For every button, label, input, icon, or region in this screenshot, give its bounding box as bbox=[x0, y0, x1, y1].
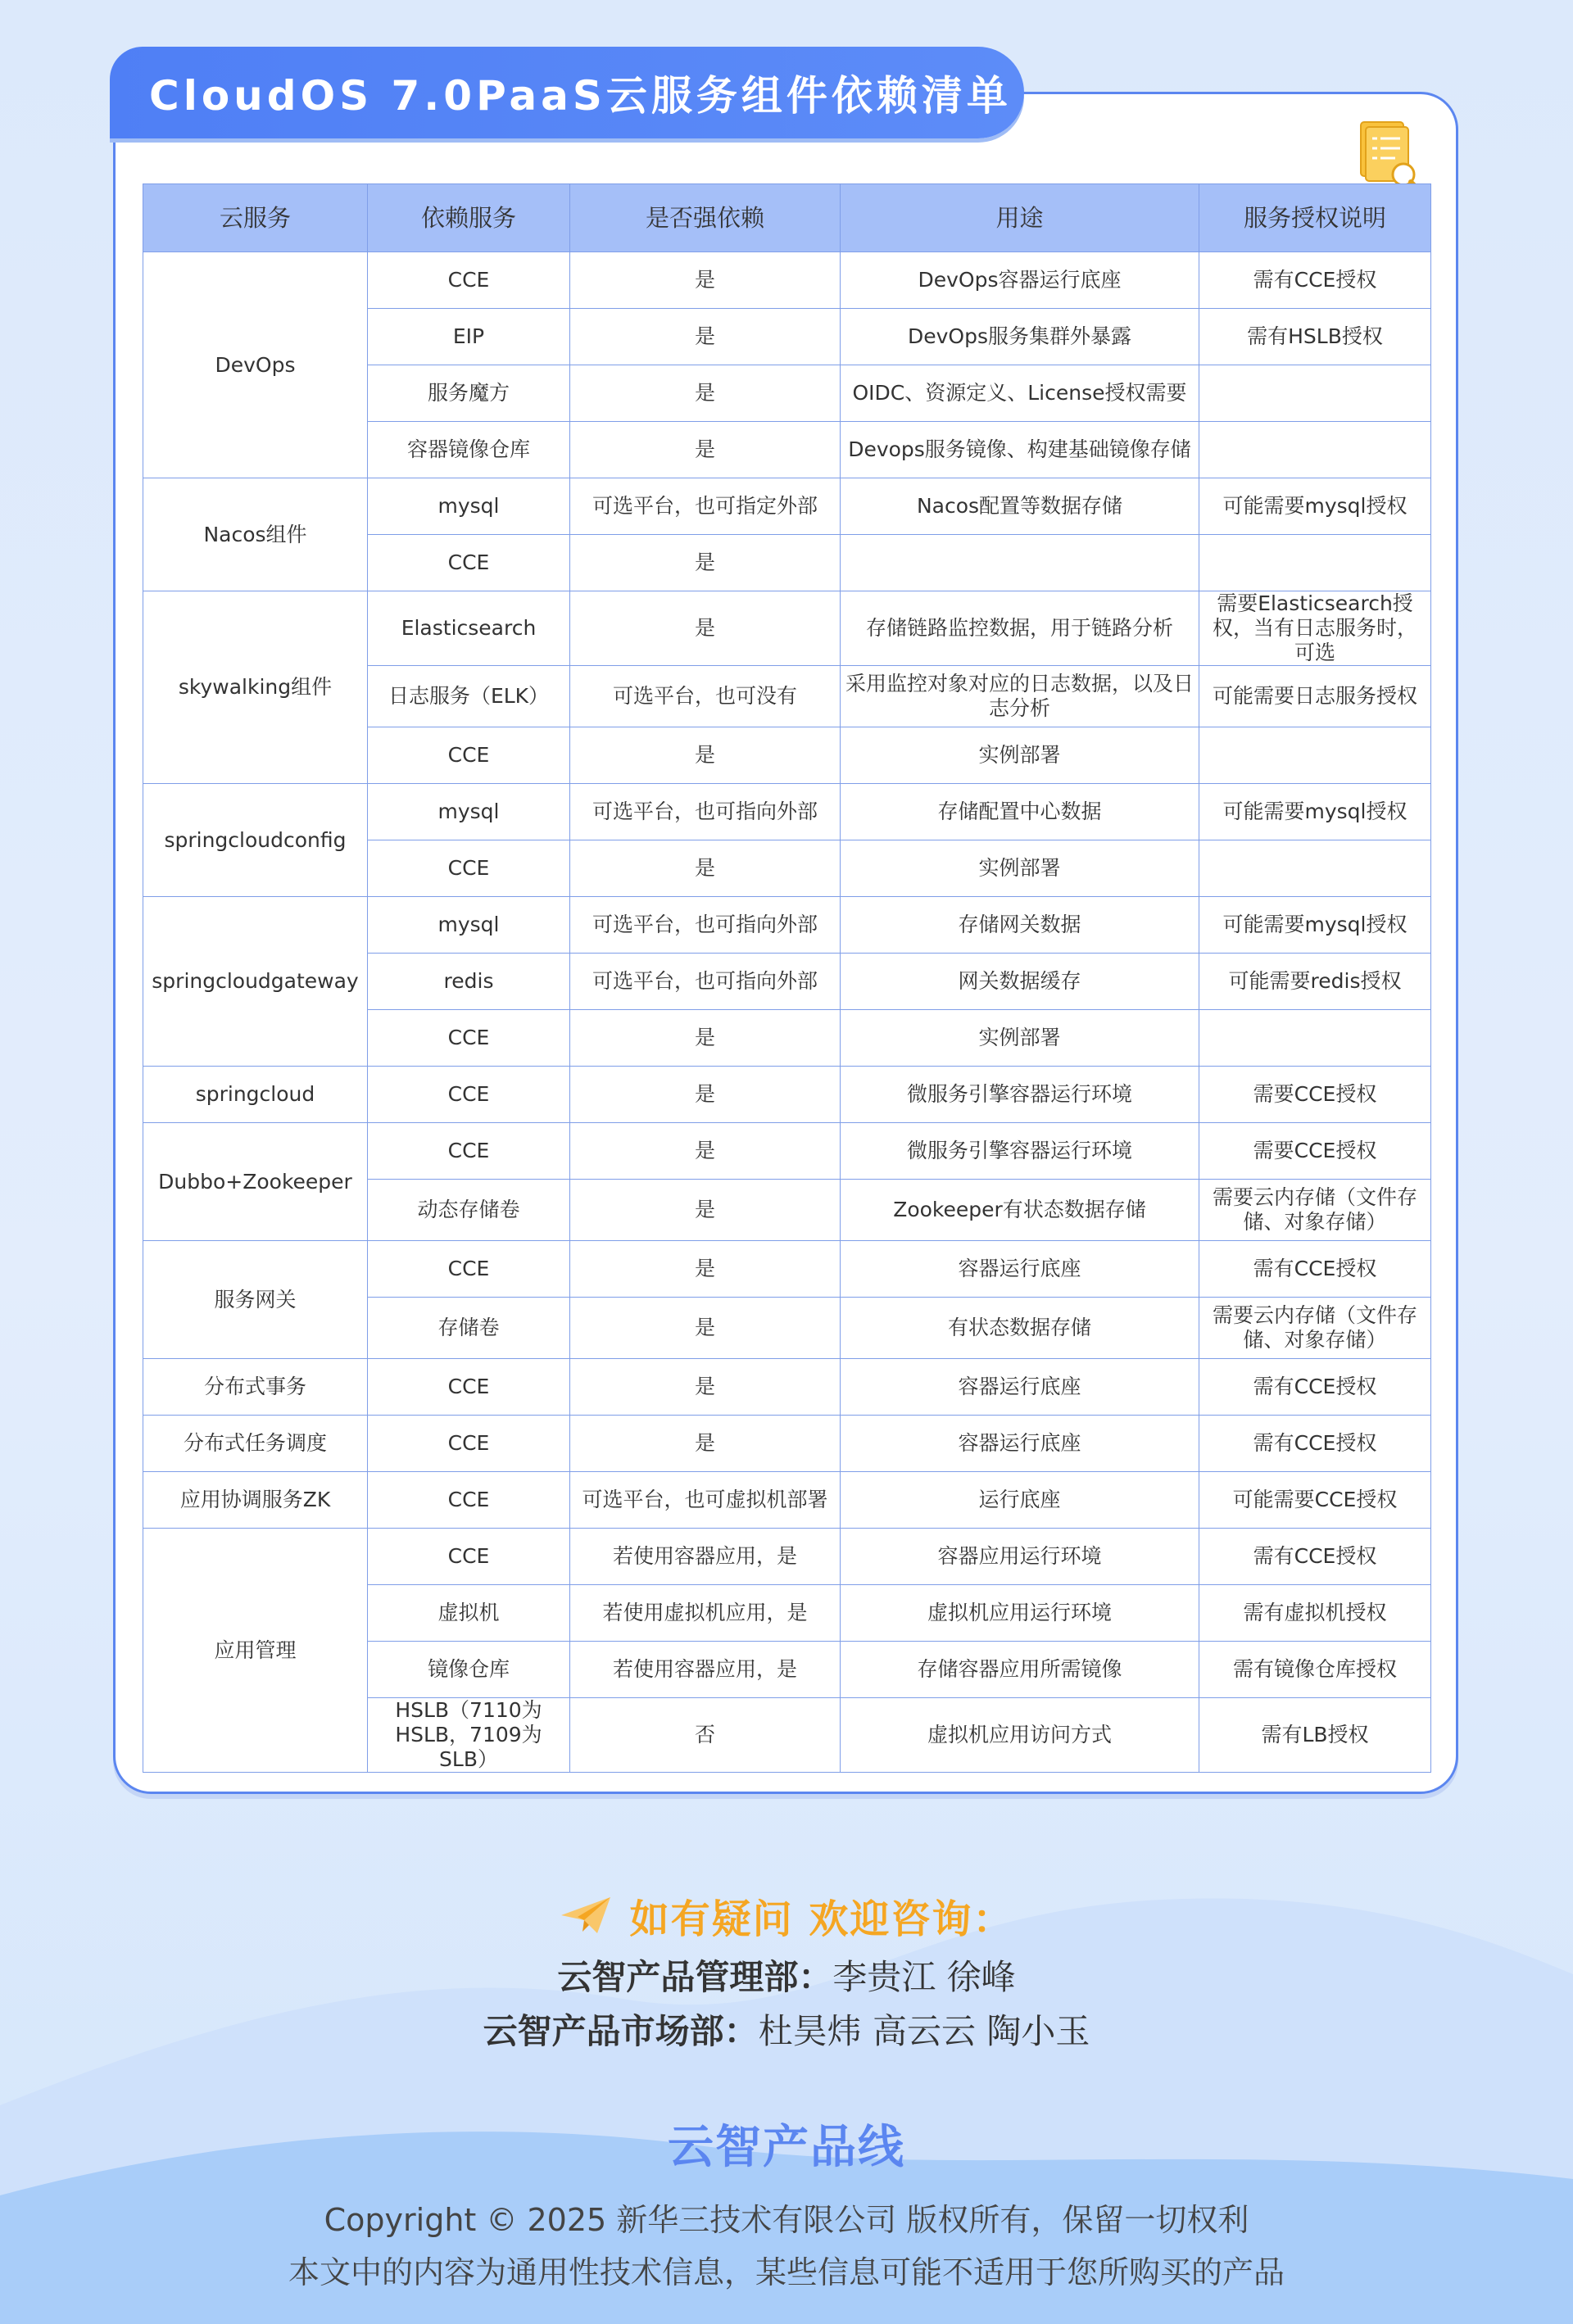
brand-name: 云智产品线 bbox=[668, 2121, 905, 2174]
purpose-cell: 微服务引擎容器运行环境 bbox=[841, 1123, 1199, 1180]
dependency-cell: CCE bbox=[368, 535, 570, 591]
dept-label: 云智产品市场部： bbox=[483, 2011, 759, 2051]
cloud-service-cell: Nacos组件 bbox=[143, 478, 368, 591]
strong-dependency-cell: 是 bbox=[570, 1123, 841, 1180]
table-row bbox=[143, 1472, 1431, 1529]
dependency-cell: CCE bbox=[368, 727, 570, 784]
purpose-cell: DevOps服务集群外暴露 bbox=[841, 309, 1199, 365]
auth-note-cell bbox=[1199, 422, 1431, 478]
dependency-cell: mysql bbox=[368, 897, 570, 954]
purpose-cell: 运行底座 bbox=[841, 1472, 1199, 1529]
dependency-cell: CCE bbox=[368, 1123, 570, 1180]
table-row bbox=[143, 784, 1431, 840]
cloud-service-cell: 服务网关 bbox=[143, 1241, 368, 1359]
purpose-cell: DevOps容器运行底座 bbox=[841, 252, 1199, 309]
cloud-service-cell: 分布式事务 bbox=[143, 1359, 368, 1416]
dependency-cell: CCE bbox=[368, 840, 570, 897]
dependency-cell: EIP bbox=[368, 309, 570, 365]
purpose-cell: 实例部署 bbox=[841, 1010, 1199, 1067]
dependency-cell: 镜像仓库 bbox=[368, 1642, 570, 1698]
auth-note-cell: 需有HSLB授权 bbox=[1199, 309, 1431, 365]
strong-dependency-cell: 若使用容器应用，是 bbox=[570, 1529, 841, 1585]
column-header: 用途 bbox=[841, 184, 1199, 252]
auth-note-cell: 需有CCE授权 bbox=[1199, 1529, 1431, 1585]
cloud-service-cell: springcloudconfig bbox=[143, 784, 368, 897]
strong-dependency-cell: 是 bbox=[570, 591, 841, 666]
copyright-text: Copyright © 2025 新华三技术有限公司 版权所有，保留一切权利 bbox=[324, 2202, 1249, 2238]
purpose-cell: 虚拟机应用访问方式 bbox=[841, 1698, 1199, 1773]
dependency-cell: CCE bbox=[368, 1241, 570, 1298]
purpose-cell: Zookeeper有状态数据存储 bbox=[841, 1180, 1199, 1241]
table-row bbox=[143, 591, 1431, 666]
dependency-cell: 存储卷 bbox=[368, 1298, 570, 1359]
dependency-cell: 容器镜像仓库 bbox=[368, 422, 570, 478]
dependency-cell: 服务魔方 bbox=[368, 365, 570, 422]
purpose-cell: 存储链路监控数据，用于链路分析 bbox=[841, 591, 1199, 666]
paper-plane-icon bbox=[560, 1896, 612, 1935]
strong-dependency-cell: 可选平台，也可没有 bbox=[570, 666, 841, 727]
auth-note-cell: 需有CCE授权 bbox=[1199, 252, 1431, 309]
purpose-cell: 存储容器应用所需镜像 bbox=[841, 1642, 1199, 1698]
dept-label: 云智产品管理部： bbox=[557, 1957, 833, 1997]
title-banner bbox=[110, 47, 1024, 138]
dependency-cell: CCE bbox=[368, 1472, 570, 1529]
purpose-cell: 网关数据缓存 bbox=[841, 954, 1199, 1010]
table-body bbox=[143, 252, 1431, 1773]
auth-note-cell: 可能需要mysql授权 bbox=[1199, 897, 1431, 954]
auth-note-cell bbox=[1199, 535, 1431, 591]
dependency-cell: CCE bbox=[368, 1010, 570, 1067]
table-row bbox=[143, 1123, 1431, 1180]
purpose-cell: Devops服务镜像、构建基础镜像存储 bbox=[841, 422, 1199, 478]
strong-dependency-cell: 可选平台，也可指向外部 bbox=[570, 954, 841, 1010]
auth-note-cell: 需有虚拟机授权 bbox=[1199, 1585, 1431, 1642]
contact-heading-text: 如有疑问 欢迎咨询： bbox=[629, 1896, 1014, 1942]
dependency-table bbox=[143, 183, 1431, 1773]
dependency-cell: mysql bbox=[368, 784, 570, 840]
auth-note-cell: 需要CCE授权 bbox=[1199, 1123, 1431, 1180]
auth-note-cell: 需有镜像仓库授权 bbox=[1199, 1642, 1431, 1698]
auth-note-cell bbox=[1199, 365, 1431, 422]
cloud-service-cell: springcloud bbox=[143, 1067, 368, 1123]
auth-note-cell: 可能需要redis授权 bbox=[1199, 954, 1431, 1010]
dependency-cell: mysql bbox=[368, 478, 570, 535]
column-header: 是否强依赖 bbox=[570, 184, 841, 252]
strong-dependency-cell: 是 bbox=[570, 1067, 841, 1123]
purpose-cell: 容器运行底座 bbox=[841, 1416, 1199, 1472]
strong-dependency-cell: 是 bbox=[570, 365, 841, 422]
strong-dependency-cell: 是 bbox=[570, 1241, 841, 1298]
column-header: 服务授权说明 bbox=[1199, 184, 1431, 252]
auth-note-cell: 需要CCE授权 bbox=[1199, 1067, 1431, 1123]
cloud-service-cell: Dubbo+Zookeeper bbox=[143, 1123, 368, 1241]
auth-note-cell bbox=[1199, 1010, 1431, 1067]
dependency-cell: redis bbox=[368, 954, 570, 1010]
strong-dependency-cell: 否 bbox=[570, 1698, 841, 1773]
dependency-cell: 虚拟机 bbox=[368, 1585, 570, 1642]
auth-note-cell: 可能需要CCE授权 bbox=[1199, 1472, 1431, 1529]
auth-note-cell: 可能需要日志服务授权 bbox=[1199, 666, 1431, 727]
purpose-cell: 存储网关数据 bbox=[841, 897, 1199, 954]
strong-dependency-cell: 是 bbox=[570, 252, 841, 309]
table-row bbox=[143, 1359, 1431, 1416]
auth-note-cell: 需有LB授权 bbox=[1199, 1698, 1431, 1773]
table-row bbox=[143, 1529, 1431, 1585]
strong-dependency-cell: 是 bbox=[570, 1010, 841, 1067]
dependency-cell: CCE bbox=[368, 1067, 570, 1123]
auth-note-cell: 需要云内存储（文件存储、对象存储） bbox=[1199, 1180, 1431, 1241]
purpose-cell: 容器运行底座 bbox=[841, 1241, 1199, 1298]
table-row bbox=[143, 252, 1431, 309]
auth-note-cell: 需要云内存储（文件存储、对象存储） bbox=[1199, 1298, 1431, 1359]
strong-dependency-cell: 是 bbox=[570, 1298, 841, 1359]
purpose-cell: 虚拟机应用运行环境 bbox=[841, 1585, 1199, 1642]
table-row bbox=[143, 1241, 1431, 1298]
strong-dependency-cell: 若使用虚拟机应用，是 bbox=[570, 1585, 841, 1642]
auth-note-cell: 需有CCE授权 bbox=[1199, 1416, 1431, 1472]
auth-note-cell: 需有CCE授权 bbox=[1199, 1359, 1431, 1416]
strong-dependency-cell: 可选平台，也可指定外部 bbox=[570, 478, 841, 535]
contact-line-management bbox=[0, 1953, 1573, 2002]
cloud-service-cell: skywalking组件 bbox=[143, 591, 368, 784]
purpose-cell: Nacos配置等数据存储 bbox=[841, 478, 1199, 535]
auth-note-cell: 需有CCE授权 bbox=[1199, 1241, 1431, 1298]
column-header: 依赖服务 bbox=[368, 184, 570, 252]
strong-dependency-cell: 是 bbox=[570, 309, 841, 365]
dependency-cell: CCE bbox=[368, 1359, 570, 1416]
purpose-cell: 微服务引擎容器运行环境 bbox=[841, 1067, 1199, 1123]
cloud-service-cell: springcloudgateway bbox=[143, 897, 368, 1067]
contact-line-marketing bbox=[0, 2007, 1573, 2056]
purpose-cell: 容器应用运行环境 bbox=[841, 1529, 1199, 1585]
contact-heading bbox=[0, 1887, 1573, 1944]
table-row bbox=[143, 897, 1431, 954]
purpose-cell: 采用监控对象对应的日志数据，以及日志分析 bbox=[841, 666, 1199, 727]
dependency-cell: Elasticsearch bbox=[368, 591, 570, 666]
strong-dependency-cell: 可选平台，也可虚拟机部署 bbox=[570, 1472, 841, 1529]
strong-dependency-cell: 是 bbox=[570, 1416, 841, 1472]
auth-note-cell bbox=[1199, 840, 1431, 897]
strong-dependency-cell: 是 bbox=[570, 535, 841, 591]
page-title: CloudOS 7.0PaaS云服务组件依赖清单 bbox=[149, 72, 1012, 120]
dependency-cell: HSLB（7110为HSLB，7109为SLB） bbox=[368, 1698, 570, 1773]
table-row bbox=[143, 1067, 1431, 1123]
dependency-cell: CCE bbox=[368, 1529, 570, 1585]
purpose-cell: 有状态数据存储 bbox=[841, 1298, 1199, 1359]
strong-dependency-cell: 是 bbox=[570, 727, 841, 784]
cloud-service-cell: 分布式任务调度 bbox=[143, 1416, 368, 1472]
strong-dependency-cell: 可选平台，也可指向外部 bbox=[570, 784, 841, 840]
cloud-service-cell: 应用管理 bbox=[143, 1529, 368, 1773]
dept-names: 李贵江 徐峰 bbox=[832, 1957, 1016, 1997]
auth-note-cell: 需要Elasticsearch授权，当有日志服务时，可选 bbox=[1199, 591, 1431, 666]
table-row bbox=[143, 478, 1431, 535]
column-header: 云服务 bbox=[143, 184, 368, 252]
dependency-cell: 动态存储卷 bbox=[368, 1180, 570, 1241]
table-row bbox=[143, 1416, 1431, 1472]
strong-dependency-cell: 是 bbox=[570, 840, 841, 897]
cloud-service-cell: 应用协调服务ZK bbox=[143, 1472, 368, 1529]
purpose-cell: 实例部署 bbox=[841, 840, 1199, 897]
auth-note-cell: 可能需要mysql授权 bbox=[1199, 784, 1431, 840]
dept-names: 杜昊炜 高云云 陶小玉 bbox=[758, 2011, 1090, 2051]
strong-dependency-cell: 可选平台，也可指向外部 bbox=[570, 897, 841, 954]
disclaimer-text: 本文中的内容为通用性技术信息，某些信息可能不适用于您所购买的产品 bbox=[288, 2254, 1285, 2290]
purpose-cell: 实例部署 bbox=[841, 727, 1199, 784]
dependency-cell: CCE bbox=[368, 252, 570, 309]
strong-dependency-cell: 是 bbox=[570, 422, 841, 478]
purpose-cell bbox=[841, 535, 1199, 591]
strong-dependency-cell: 是 bbox=[570, 1180, 841, 1241]
dependency-cell: CCE bbox=[368, 1416, 570, 1472]
auth-note-cell: 可能需要mysql授权 bbox=[1199, 478, 1431, 535]
cloud-service-cell: DevOps bbox=[143, 252, 368, 478]
strong-dependency-cell: 是 bbox=[570, 1359, 841, 1416]
table-header-row bbox=[143, 184, 1431, 252]
purpose-cell: 容器运行底座 bbox=[841, 1359, 1199, 1416]
purpose-cell: OIDC、资源定义、License授权需要 bbox=[841, 365, 1199, 422]
strong-dependency-cell: 若使用容器应用，是 bbox=[570, 1642, 841, 1698]
dependency-cell: 日志服务（ELK） bbox=[368, 666, 570, 727]
purpose-cell: 存储配置中心数据 bbox=[841, 784, 1199, 840]
auth-note-cell bbox=[1199, 727, 1431, 784]
